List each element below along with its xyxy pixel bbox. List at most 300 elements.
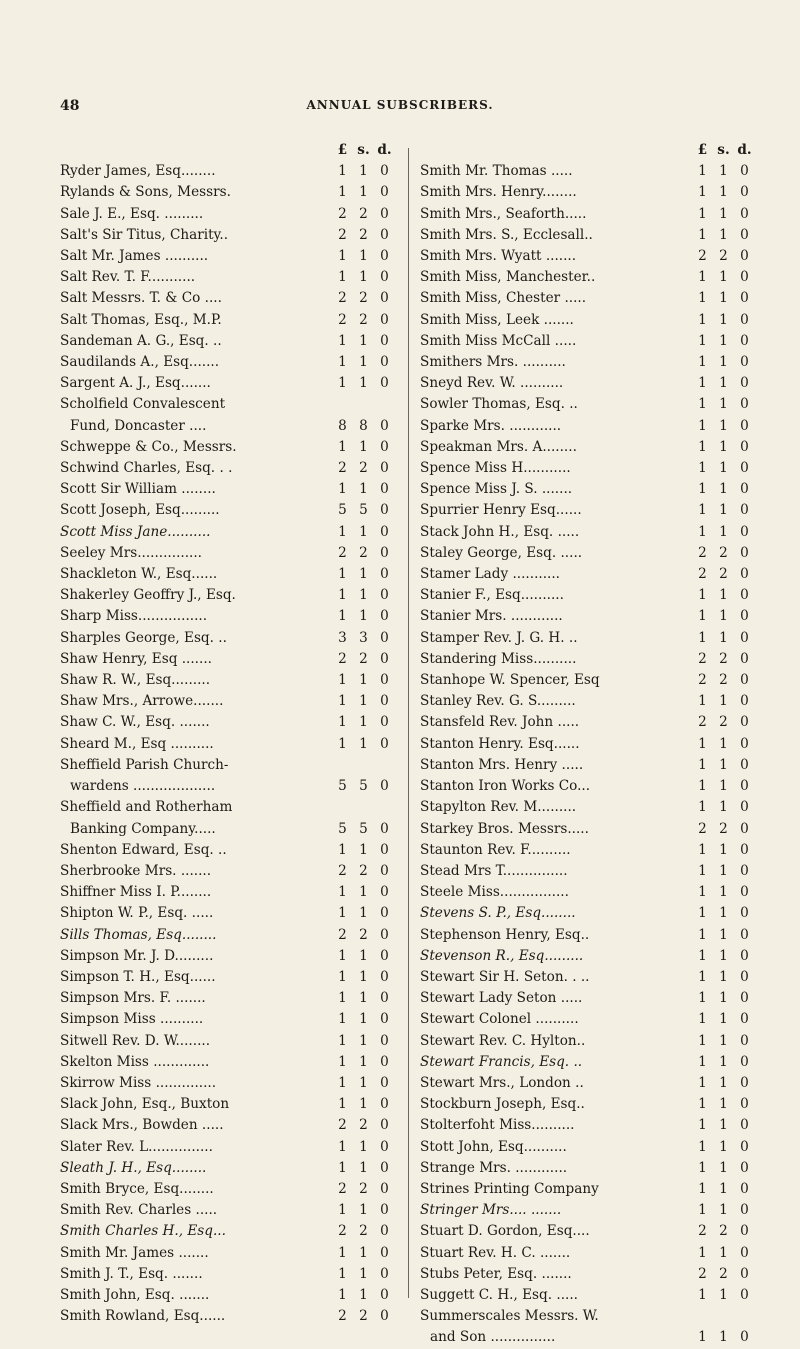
- subscriber-name: Stamer Lady ...........: [420, 566, 560, 583]
- shillings-amount: 2: [719, 1265, 728, 1282]
- subscriber-row: [60, 988, 395, 1009]
- pence-amount: 0: [740, 629, 749, 646]
- pounds-amount: 1: [338, 714, 347, 731]
- subscriber-row: [420, 1243, 755, 1264]
- shillings-amount: 1: [359, 1032, 368, 1049]
- subscriber-name: Stead Mrs T...............: [420, 862, 568, 879]
- pence-amount: 0: [380, 926, 389, 943]
- shillings-amount: 1: [719, 1329, 728, 1346]
- pence-amount: 0: [740, 1244, 749, 1261]
- subscriber-row: [420, 564, 755, 585]
- pence-header: d.: [377, 142, 392, 158]
- subscriber-row: [60, 416, 395, 437]
- pence-amount: 0: [740, 163, 749, 180]
- pounds-amount: 2: [698, 248, 707, 265]
- subscriber-name: Smith Bryce, Esq........: [60, 1180, 214, 1197]
- shillings-amount: 1: [719, 481, 728, 498]
- pounds-amount: 1: [698, 884, 707, 901]
- pounds-amount: 1: [698, 1074, 707, 1091]
- pounds-amount: 2: [338, 1180, 347, 1197]
- subscriber-row: [60, 1052, 395, 1073]
- pence-amount: 0: [740, 205, 749, 222]
- subscriber-name: Suggett C. H., Esq. .....: [420, 1286, 578, 1303]
- shillings-amount: 2: [719, 1223, 728, 1240]
- subscriber-row: [420, 288, 755, 309]
- pounds-header: £: [697, 142, 708, 158]
- shillings-amount: 1: [359, 990, 368, 1007]
- subscriber-name: Stanier Mrs. ............: [420, 608, 563, 625]
- pence-amount: 0: [740, 1265, 749, 1282]
- subscriber-name: Starkey Bros. Messrs.....: [420, 820, 589, 837]
- pounds-amount: 1: [698, 438, 707, 455]
- shillings-amount: 1: [359, 375, 368, 392]
- subscriber-row: [60, 585, 395, 606]
- pence-amount: 0: [380, 629, 389, 646]
- shillings-amount: 2: [359, 205, 368, 222]
- subscriber-name: Seeley Mrs...............: [60, 544, 203, 561]
- pence-amount: 0: [380, 714, 389, 731]
- pounds-amount: 2: [338, 290, 347, 307]
- subscriber-name: Stewart Colonel ..........: [420, 1011, 579, 1028]
- shillings-amount: 1: [359, 1096, 368, 1113]
- pence-amount: 0: [740, 672, 749, 689]
- pounds-amount: 5: [338, 820, 347, 837]
- subscriber-row: [420, 1306, 755, 1327]
- shillings-amount: 1: [719, 1159, 728, 1176]
- shillings-amount: 1: [719, 269, 728, 286]
- pounds-amount: 1: [698, 608, 707, 625]
- subscriber-row: [420, 712, 755, 733]
- subscriber-name: Staley George, Esq. .....: [420, 544, 583, 561]
- shillings-amount: 1: [719, 862, 728, 879]
- shillings-amount: 1: [359, 672, 368, 689]
- subscriber-name: Smith Miss, Manchester..: [420, 269, 596, 286]
- subscriber-row: [420, 925, 755, 946]
- pounds-amount: 1: [698, 460, 707, 477]
- pounds-amount: 1: [698, 269, 707, 286]
- pence-amount: 0: [380, 248, 389, 265]
- subscriber-name: Stewart Sir H. Seton. . ..: [420, 968, 590, 985]
- shillings-amount: 1: [719, 354, 728, 371]
- subscriber-row: [420, 204, 755, 225]
- pence-amount: 0: [380, 1096, 389, 1113]
- pounds-amount: 2: [698, 566, 707, 583]
- subscriber-row: [420, 691, 755, 712]
- shillings-amount: 1: [719, 968, 728, 985]
- subscriber-row: [60, 797, 395, 818]
- subscriber-name: Stephenson Henry, Esq..: [420, 926, 590, 943]
- shillings-amount: 1: [719, 332, 728, 349]
- subscriber-name: Smith Mr. James .......: [60, 1244, 209, 1261]
- right-entries: [420, 161, 755, 1348]
- pence-amount: 0: [740, 947, 749, 964]
- pence-amount: 0: [380, 693, 389, 710]
- subscriber-name: Banking Company.....: [70, 820, 216, 837]
- pence-amount: 0: [740, 1096, 749, 1113]
- subscriber-row: [420, 1137, 755, 1158]
- subscriber-row: [60, 246, 395, 267]
- subscriber-name: Standering Miss..........: [420, 650, 577, 667]
- pence-amount: 0: [740, 269, 749, 286]
- pounds-amount: 1: [338, 438, 347, 455]
- pounds-amount: 1: [698, 332, 707, 349]
- subscriber-row: [420, 1009, 755, 1030]
- pounds-amount: 1: [338, 608, 347, 625]
- pence-amount: 0: [740, 990, 749, 1007]
- subscriber-row: [420, 1327, 755, 1348]
- pence-amount: 0: [740, 820, 749, 837]
- shillings-amount: 2: [359, 650, 368, 667]
- shillings-amount: 1: [719, 778, 728, 795]
- subscriber-name: Stockburn Joseph, Esq..: [420, 1096, 585, 1113]
- subscriber-row: [420, 161, 755, 182]
- subscriber-name: Fund, Doncaster ....: [70, 417, 207, 434]
- pounds-amount: 2: [698, 1223, 707, 1240]
- pence-amount: 0: [380, 735, 389, 752]
- pounds-amount: 1: [698, 481, 707, 498]
- pounds-amount: 1: [698, 523, 707, 540]
- pounds-amount: 2: [338, 311, 347, 328]
- pence-amount: 0: [740, 926, 749, 943]
- subscriber-name: Sowler Thomas, Esq. ..: [420, 396, 578, 413]
- subscriber-name: Schweppe & Co., Messrs.: [60, 438, 237, 455]
- shillings-amount: 5: [359, 820, 368, 837]
- subscriber-row: [60, 522, 395, 543]
- pence-amount: 0: [740, 1329, 749, 1346]
- pounds-amount: 1: [338, 523, 347, 540]
- pounds-amount: 1: [698, 693, 707, 710]
- pence-amount: 0: [380, 523, 389, 540]
- subscriber-row: [60, 649, 395, 670]
- shillings-amount: 1: [359, 693, 368, 710]
- pence-amount: 0: [740, 226, 749, 243]
- currency-header-row: [420, 140, 755, 161]
- subscriber-row: [420, 1115, 755, 1136]
- subscriber-row: [420, 776, 755, 797]
- subscriber-name: Stanton Mrs. Henry .....: [420, 756, 584, 773]
- subscriber-name: Salt Messrs. T. & Co ....: [60, 290, 222, 307]
- subscriber-row: [60, 628, 395, 649]
- pounds-amount: 1: [698, 375, 707, 392]
- pence-amount: 0: [740, 544, 749, 561]
- subscriber-name: Sneyd Rev. W. ..........: [420, 375, 564, 392]
- pounds-amount: 1: [338, 1159, 347, 1176]
- subscriber-name: Sheffield Parish Church-: [60, 756, 229, 773]
- shillings-amount: 1: [719, 629, 728, 646]
- subscriber-row: [60, 840, 395, 861]
- subscriber-row: [420, 967, 755, 988]
- pounds-amount: 1: [698, 1096, 707, 1113]
- pence-amount: 0: [740, 1011, 749, 1028]
- pence-amount: 0: [740, 311, 749, 328]
- pence-amount: 0: [740, 650, 749, 667]
- subscriber-name: Speakman Mrs. A........: [420, 438, 577, 455]
- pence-amount: 0: [380, 841, 389, 858]
- subscriber-row: [420, 543, 755, 564]
- right-column: [420, 140, 755, 1349]
- pounds-amount: 1: [338, 841, 347, 858]
- pence-amount: 0: [740, 502, 749, 519]
- pence-amount: 0: [380, 566, 389, 583]
- shillings-amount: 1: [719, 947, 728, 964]
- subscriber-row: [420, 267, 755, 288]
- subscriber-name: Scott Joseph, Esq.........: [60, 502, 220, 519]
- subscriber-name: Sandeman A. G., Esq. ..: [60, 332, 222, 349]
- subscriber-name: Stewart Francis, Esq. ..: [420, 1053, 583, 1070]
- pence-amount: 0: [740, 735, 749, 752]
- pounds-amount: 1: [698, 799, 707, 816]
- pounds-amount: 1: [698, 1159, 707, 1176]
- pence-amount: 0: [380, 1011, 389, 1028]
- subscriber-row: [420, 500, 755, 521]
- shillings-amount: 1: [359, 269, 368, 286]
- subscriber-name: Spence Miss J. S. .......: [420, 481, 573, 498]
- pence-amount: 0: [740, 290, 749, 307]
- subscriber-row: [60, 1200, 395, 1221]
- subscriber-name: Skirrow Miss ..............: [60, 1074, 217, 1091]
- subscriber-name: Stott John, Esq..........: [420, 1138, 567, 1155]
- shillings-amount: 2: [719, 650, 728, 667]
- pounds-amount: 1: [338, 269, 347, 286]
- subscriber-row: [60, 352, 395, 373]
- subscriber-row: [60, 310, 395, 331]
- subscriber-name: Scott Miss Jane..........: [60, 523, 211, 540]
- shillings-amount: 1: [719, 417, 728, 434]
- shillings-amount: 1: [359, 523, 368, 540]
- subscriber-name: Sharp Miss................: [60, 608, 208, 625]
- pence-header: d.: [737, 142, 752, 158]
- pence-amount: 0: [380, 884, 389, 901]
- shillings-amount: 1: [359, 841, 368, 858]
- subscriber-name: Stevens S. P., Esq........: [420, 905, 576, 922]
- subscriber-row: [60, 755, 395, 776]
- pence-amount: 0: [380, 332, 389, 349]
- subscriber-name: Smith John, Esq. .......: [60, 1286, 210, 1303]
- shillings-amount: 1: [359, 735, 368, 752]
- pence-amount: 0: [740, 1202, 749, 1219]
- subscriber-name: Smith Mrs. S., Ecclesall..: [420, 226, 593, 243]
- shillings-amount: 2: [359, 1223, 368, 1240]
- shillings-amount: 1: [359, 1053, 368, 1070]
- shillings-amount: 1: [719, 311, 728, 328]
- pounds-amount: 2: [338, 460, 347, 477]
- pounds-amount: 1: [698, 290, 707, 307]
- pence-amount: 0: [740, 460, 749, 477]
- pence-amount: 0: [740, 884, 749, 901]
- shillings-amount: 1: [719, 1053, 728, 1070]
- pounds-amount: 1: [698, 417, 707, 434]
- pence-amount: 0: [740, 841, 749, 858]
- shillings-amount: 5: [359, 502, 368, 519]
- pence-amount: 0: [740, 481, 749, 498]
- subscriber-name: Simpson Miss ..........: [60, 1011, 204, 1028]
- pounds-amount: 1: [338, 905, 347, 922]
- pence-amount: 0: [740, 354, 749, 371]
- shillings-amount: 1: [719, 1117, 728, 1134]
- subscriber-name: Sharples George, Esq. ..: [60, 629, 227, 646]
- subscriber-row: [60, 1031, 395, 1052]
- pounds-amount: 2: [338, 1308, 347, 1325]
- shillings-amount: 2: [359, 1308, 368, 1325]
- subscriber-row: [60, 373, 395, 394]
- pence-amount: 0: [380, 587, 389, 604]
- subscriber-row: [60, 1137, 395, 1158]
- running-head: ANNUAL SUBSCRIBERS.: [306, 98, 494, 112]
- subscriber-row: [60, 1243, 395, 1264]
- subscriber-name: Sheard M., Esq ..........: [60, 735, 214, 752]
- subscriber-name: Smith Rowland, Esq......: [60, 1308, 226, 1325]
- pounds-amount: 1: [698, 1286, 707, 1303]
- subscriber-name: Stanier F., Esq..........: [420, 587, 564, 604]
- pence-amount: 0: [380, 269, 389, 286]
- pounds-amount: 1: [698, 947, 707, 964]
- page-number: 48: [60, 98, 80, 114]
- shillings-amount: 2: [359, 311, 368, 328]
- subscriber-name: Stuart D. Gordon, Esq....: [420, 1223, 590, 1240]
- shillings-amount: 1: [719, 608, 728, 625]
- subscriber-name: Salt Thomas, Esq., M.P.: [60, 311, 222, 328]
- pence-amount: 0: [380, 184, 389, 201]
- subscriber-name: Stanton Henry. Esq......: [420, 735, 580, 752]
- subscriber-row: [60, 1158, 395, 1179]
- subscriber-name: Sparke Mrs. ............: [420, 417, 562, 434]
- pounds-amount: 1: [338, 1011, 347, 1028]
- subscriber-name: Smith Miss McCall .....: [420, 332, 577, 349]
- shillings-amount: 3: [359, 629, 368, 646]
- pounds-amount: 1: [698, 968, 707, 985]
- pence-amount: 0: [380, 290, 389, 307]
- subscriber-name: Smith Miss, Chester .....: [420, 290, 587, 307]
- subscriber-row: [420, 437, 755, 458]
- currency-header-row: [60, 140, 395, 161]
- subscriber-name: Smith Charles H., Esq...: [60, 1223, 226, 1240]
- shillings-amount: 1: [359, 354, 368, 371]
- pounds-amount: 1: [338, 693, 347, 710]
- shillings-amount: 1: [359, 947, 368, 964]
- subscriber-row: [420, 1073, 755, 1094]
- pounds-amount: 1: [698, 1117, 707, 1134]
- pence-amount: 0: [740, 184, 749, 201]
- pence-amount: 0: [740, 375, 749, 392]
- pence-amount: 0: [740, 799, 749, 816]
- pounds-amount: 2: [338, 1117, 347, 1134]
- shillings-amount: 1: [719, 1180, 728, 1197]
- pence-amount: 0: [380, 1180, 389, 1197]
- shillings-amount: 1: [359, 1138, 368, 1155]
- subscriber-row: [60, 331, 395, 352]
- pounds-amount: 1: [338, 163, 347, 180]
- pounds-amount: 1: [338, 990, 347, 1007]
- pounds-amount: 1: [698, 841, 707, 858]
- subscriber-name: Summerscales Messrs. W.: [420, 1308, 599, 1325]
- subscriber-name: Shaw C. W., Esq. .......: [60, 714, 210, 731]
- pence-amount: 0: [740, 714, 749, 731]
- subscriber-name: Shenton Edward, Esq. ..: [60, 841, 227, 858]
- subscriber-name: Stewart Rev. C. Hylton..: [420, 1032, 586, 1049]
- shillings-amount: 2: [359, 1180, 368, 1197]
- pence-amount: 0: [380, 862, 389, 879]
- subscriber-row: [60, 967, 395, 988]
- pounds-amount: 2: [338, 650, 347, 667]
- subscriber-row: [60, 712, 395, 733]
- shillings-amount: 1: [359, 332, 368, 349]
- subscriber-row: [420, 1158, 755, 1179]
- pence-amount: 0: [380, 544, 389, 561]
- pounds-amount: 1: [338, 1096, 347, 1113]
- pounds-amount: 1: [338, 1053, 347, 1070]
- shillings-amount: 2: [359, 544, 368, 561]
- pounds-amount: 1: [698, 778, 707, 795]
- pence-amount: 0: [740, 905, 749, 922]
- subscriber-name: Stansfeld Rev. John .....: [420, 714, 580, 731]
- pounds-amount: 1: [338, 947, 347, 964]
- subscriber-name: Scott Sir William ........: [60, 481, 216, 498]
- shillings-amount: 1: [719, 460, 728, 477]
- subscriber-row: [60, 1306, 395, 1327]
- subscriber-name: Stevenson R., Esq.........: [420, 947, 584, 964]
- shillings-amount: 1: [719, 1202, 728, 1219]
- pence-amount: 0: [380, 1032, 389, 1049]
- subscriber-name: Smith Mr. Thomas .....: [420, 163, 573, 180]
- shillings-amount: 1: [359, 884, 368, 901]
- subscriber-name: Stringer Mrs.... .......: [420, 1202, 562, 1219]
- shillings-amount: 2: [359, 290, 368, 307]
- pounds-amount: 1: [698, 502, 707, 519]
- pounds-amount: 1: [698, 1032, 707, 1049]
- subscriber-name: Stuart Rev. H. C. .......: [420, 1244, 571, 1261]
- subscriber-row: [60, 437, 395, 458]
- pounds-amount: 1: [338, 587, 347, 604]
- subscriber-row: [420, 606, 755, 627]
- subscriber-name: Rylands & Sons, Messrs.: [60, 184, 231, 201]
- pence-amount: 0: [740, 756, 749, 773]
- shillings-amount: 1: [719, 1011, 728, 1028]
- subscriber-name: Sherbrooke Mrs. .......: [60, 862, 212, 879]
- pence-amount: 0: [380, 438, 389, 455]
- subscriber-name: Smith Rev. Charles .....: [60, 1202, 218, 1219]
- subscriber-name: Stolterfoht Miss..........: [420, 1117, 575, 1134]
- pounds-amount: 1: [698, 226, 707, 243]
- subscriber-row: [60, 1221, 395, 1242]
- subscriber-row: [420, 755, 755, 776]
- pounds-amount: 2: [698, 650, 707, 667]
- pence-amount: 0: [380, 968, 389, 985]
- pence-amount: 0: [380, 1308, 389, 1325]
- pence-amount: 0: [380, 672, 389, 689]
- subscriber-row: [420, 946, 755, 967]
- subscriber-name: Schwind Charles, Esq. . .: [60, 460, 233, 477]
- shillings-amount: 1: [719, 990, 728, 1007]
- pounds-amount: 5: [338, 502, 347, 519]
- subscriber-name: Shiffner Miss I. P........: [60, 884, 212, 901]
- subscriber-row: [60, 267, 395, 288]
- pence-amount: 0: [380, 1117, 389, 1134]
- subscriber-row: [420, 819, 755, 840]
- pounds-amount: 1: [338, 1202, 347, 1219]
- subscriber-row: [420, 225, 755, 246]
- pounds-amount: 1: [698, 311, 707, 328]
- subscriber-row: [420, 352, 755, 373]
- subscriber-row: [60, 691, 395, 712]
- subscriber-row: [420, 310, 755, 331]
- pence-amount: 0: [380, 990, 389, 1007]
- subscriber-row: [60, 458, 395, 479]
- pounds-amount: 1: [338, 1032, 347, 1049]
- pounds-amount: 1: [698, 1244, 707, 1261]
- subscriber-row: [60, 1009, 395, 1030]
- subscriber-name: Shaw R. W., Esq.........: [60, 672, 211, 689]
- subscriber-name: Stanhope W. Spencer, Esq: [420, 672, 600, 689]
